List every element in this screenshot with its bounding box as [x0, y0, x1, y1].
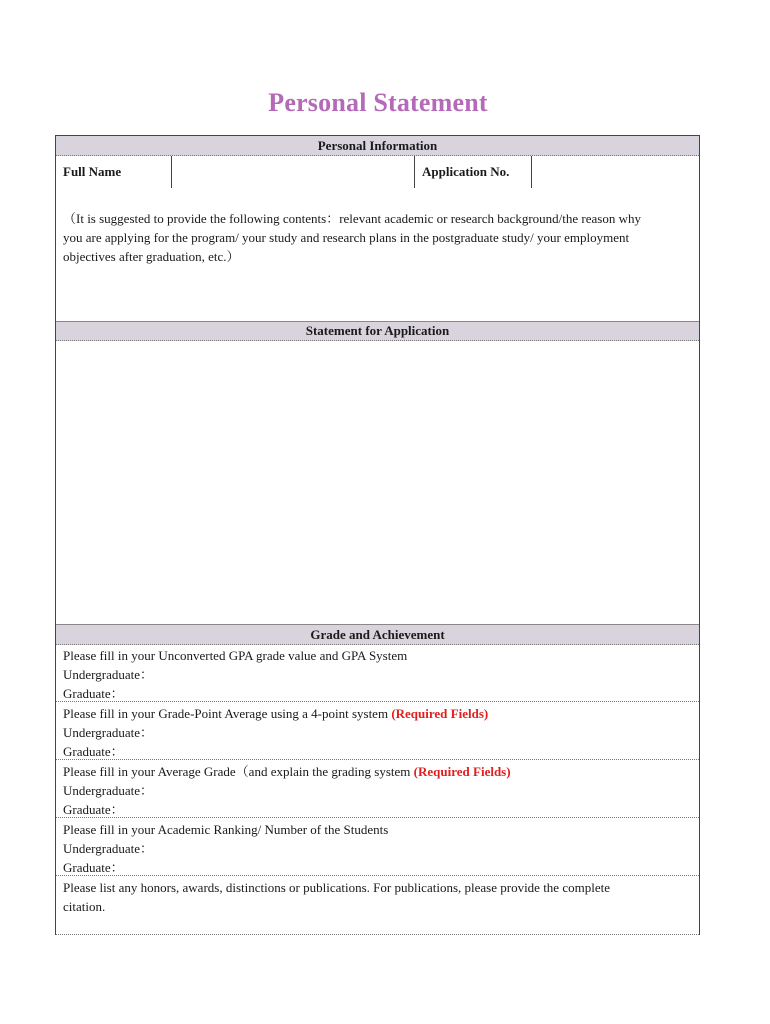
academic-ranking-graduate: Graduate：	[63, 860, 124, 875]
required-fields-note: (Required Fields)	[413, 764, 511, 779]
four-point-gpa-prompt	[63, 704, 692, 723]
personal-information-row	[56, 156, 699, 188]
full-name-label: Full Name	[56, 156, 172, 188]
four-point-gpa-prompt-text: Please fill in your Grade-Point Average using a 4-point system	[63, 706, 392, 721]
statement-instructions-line-3: objectives after graduation, etc.）	[63, 249, 240, 264]
academic-ranking-prompt: Please fill in your Academic Ranking/ Number of the Students	[63, 822, 389, 837]
academic-ranking-undergraduate: Undergraduate：	[63, 841, 154, 856]
honors-prompt-line-2: citation.	[63, 899, 106, 914]
gpa-system-undergraduate: Undergraduate：	[63, 667, 154, 682]
gpa-system-graduate: Graduate：	[63, 686, 124, 701]
honors-prompt-line-1: Please list any honors, awards, distinctions or publications. For publications, please provide the complete	[63, 880, 610, 895]
page-title: Personal Statement	[268, 88, 488, 117]
application-no-label: Application No.	[415, 156, 532, 188]
four-point-gpa-undergraduate: Undergraduate：	[63, 725, 154, 740]
required-fields-note: (Required Fields)	[391, 706, 489, 721]
four-point-gpa-graduate: Graduate：	[63, 744, 124, 759]
average-grade-graduate: Graduate：	[63, 802, 124, 817]
honors-section[interactable]	[56, 877, 699, 935]
full-name-field[interactable]	[172, 156, 415, 188]
average-grade-prompt-text: Please fill in your Average Grade（and explain the grading system	[63, 764, 414, 779]
average-grade-section[interactable]	[56, 761, 699, 818]
application-no-field[interactable]	[532, 156, 700, 188]
average-grade-undergraduate: Undergraduate：	[63, 783, 154, 798]
statement-header: Statement for Application	[56, 321, 699, 341]
statement-instructions-line-1: （It is suggested to provide the following contents：relevant academic or research background/the reason why	[63, 211, 641, 226]
grade-achievement-header: Grade and Achievement	[56, 624, 699, 645]
gpa-system-prompt: Please fill in your Unconverted GPA grade value and GPA System	[63, 648, 408, 663]
statement-instructions-line-2: you are applying for the program/ your study and research plans in the postgraduate study/ your employment	[63, 230, 630, 245]
academic-ranking-section[interactable]	[56, 819, 699, 876]
statement-text-area[interactable]	[56, 207, 699, 621]
gpa-system-section[interactable]	[56, 645, 699, 702]
four-point-gpa-section[interactable]	[56, 703, 699, 760]
average-grade-prompt	[63, 762, 692, 781]
personal-information-header: Personal Information	[56, 136, 699, 156]
application-form	[55, 135, 700, 935]
